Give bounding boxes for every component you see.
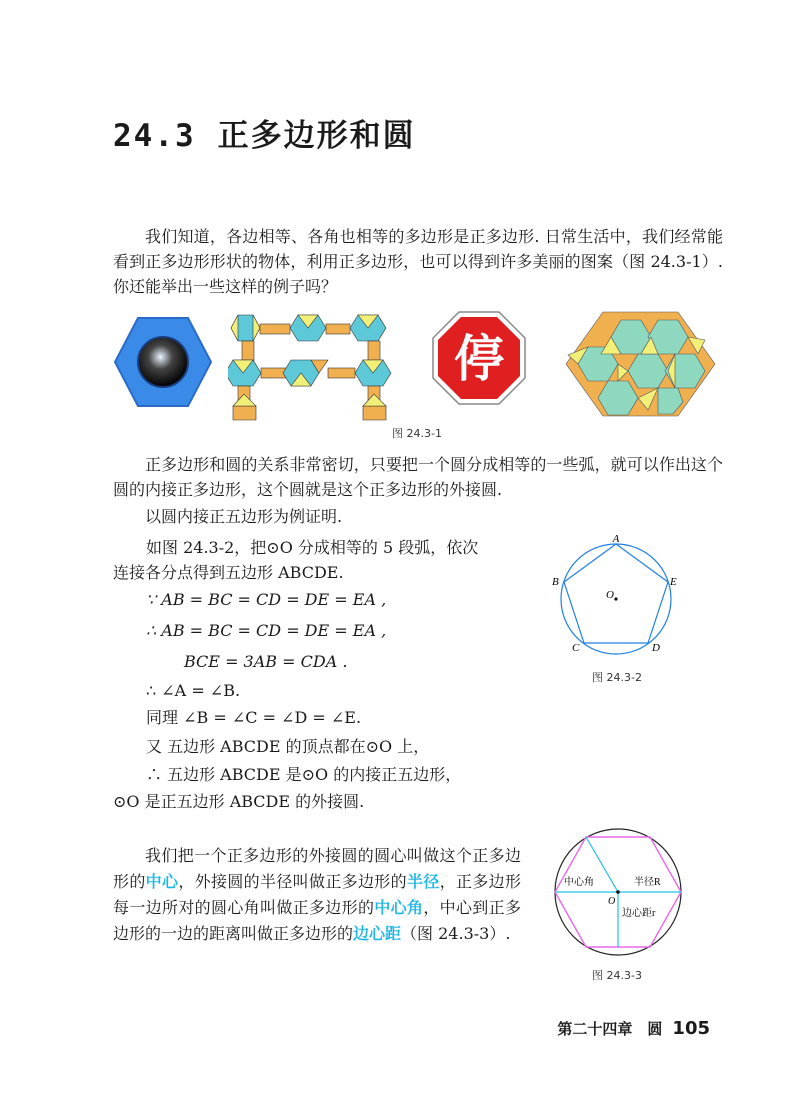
- fig3-label-central-angle: 中心角: [564, 877, 594, 888]
- figure-24-3-1-caption: 图 24.3-1: [392, 427, 442, 440]
- proof-line-8: 又 五边形 ABCDE 的顶点都在⊙O 上，: [146, 737, 430, 756]
- definition-text-4: ，中心到正多边形的一边的距离叫做正多边形的: [113, 898, 521, 943]
- figure-24-3-2-caption: 图 24.3-2: [592, 671, 642, 684]
- proof-line-2: 连接各分点得到五边形 ABCDE.: [113, 563, 344, 582]
- hex-nut-icon: [113, 316, 213, 408]
- proof-line-6: ∴ ∠A = ∠B.: [146, 681, 241, 700]
- vertex-label-b: B: [552, 576, 559, 588]
- center-label-o: O: [606, 589, 614, 601]
- figure-24-3-3-hexagon-diagram: [548, 822, 688, 962]
- figure-24-3-3-caption: 图 24.3-3: [592, 969, 642, 982]
- definition-text-2: ，外接圆的半径叫做正多边形的: [178, 872, 407, 891]
- section-title: [113, 110, 416, 155]
- intro-paragraph: 我们知道，各边相等、各角也相等的多边形是正多边形. 日常生活中，我们经常能看到正多边形形状的物体，利用正多边形，也可以得到许多美丽的图案（图 24.3-1）. 你还能举出一些这样的例子吗？: [113, 227, 723, 296]
- vertex-label-c: C: [572, 642, 580, 654]
- term-apothem: 边心距: [353, 924, 402, 943]
- figure-24-3-1: [113, 310, 723, 420]
- term-center: 中心: [145, 872, 179, 891]
- fig3-label-radius: 半径R: [634, 877, 661, 888]
- vertex-label-a: A: [612, 535, 620, 545]
- relation-paragraph: 正多边形和圆的关系非常密切，只要把一个圆分成相等的一些弧，就可以作出这个圆的内接正多边形，这个圆就是这个正多边形的外接圆.: [113, 455, 723, 499]
- stop-sign-text: 停: [454, 331, 504, 387]
- footer-chapter: 第二十四章 圆: [557, 1020, 663, 1038]
- proof-line-10: ⊙O 是正五边形 ABCDE 的外接圆.: [113, 792, 365, 811]
- definition-paragraph: [113, 843, 521, 947]
- proof-line-9: ∴ 五边形 ABCDE 是⊙O 的内接正五边形，: [146, 765, 462, 784]
- proof-line-7: 同理 ∠B = ∠C = ∠D = ∠E.: [146, 708, 362, 727]
- definition-text-5: （图 24.3-3）.: [401, 924, 511, 943]
- fig3-label-o: O: [608, 896, 616, 907]
- proof-line-5: BCE = 3AB = CDA .: [184, 652, 348, 671]
- proof-line-3: ∵ AB = BC = CD = DE = EA ,: [146, 590, 387, 609]
- figure-24-3-2-pentagon-diagram: [548, 535, 688, 660]
- term-central-angle: 中心角: [374, 898, 424, 917]
- proof-line-1: 如图 24.3-2，把⊙O 分成相等的 5 段弧，依次: [146, 538, 479, 557]
- page-footer: [557, 1018, 710, 1039]
- page-number: 105: [672, 1018, 710, 1039]
- vertex-label-e: E: [670, 576, 677, 588]
- fig3-label-apothem: 边心距r: [622, 908, 656, 919]
- vertex-label-d: D: [652, 642, 660, 654]
- stop-sign-icon: [431, 310, 527, 406]
- section-number: 24.3: [113, 118, 196, 154]
- definition-text-3: ，正多边形每一边所对的圆心角叫做正多边形的: [113, 872, 521, 917]
- proof-line-4: ∴ AB = BC = CD = DE = EA ,: [146, 621, 387, 640]
- section-heading: 正多边形和圆: [217, 118, 416, 154]
- hexagon-chain-pattern-icon: [228, 310, 393, 422]
- term-radius: 半径: [406, 872, 440, 891]
- example-intro: 以圆内接正五边形为例证明.: [145, 507, 343, 526]
- definition-text-1: 我们把一个正多边形的外接圆的圆心叫做这个正多边形的: [113, 846, 521, 891]
- triangle-hexagon-tiling-icon: [563, 310, 718, 418]
